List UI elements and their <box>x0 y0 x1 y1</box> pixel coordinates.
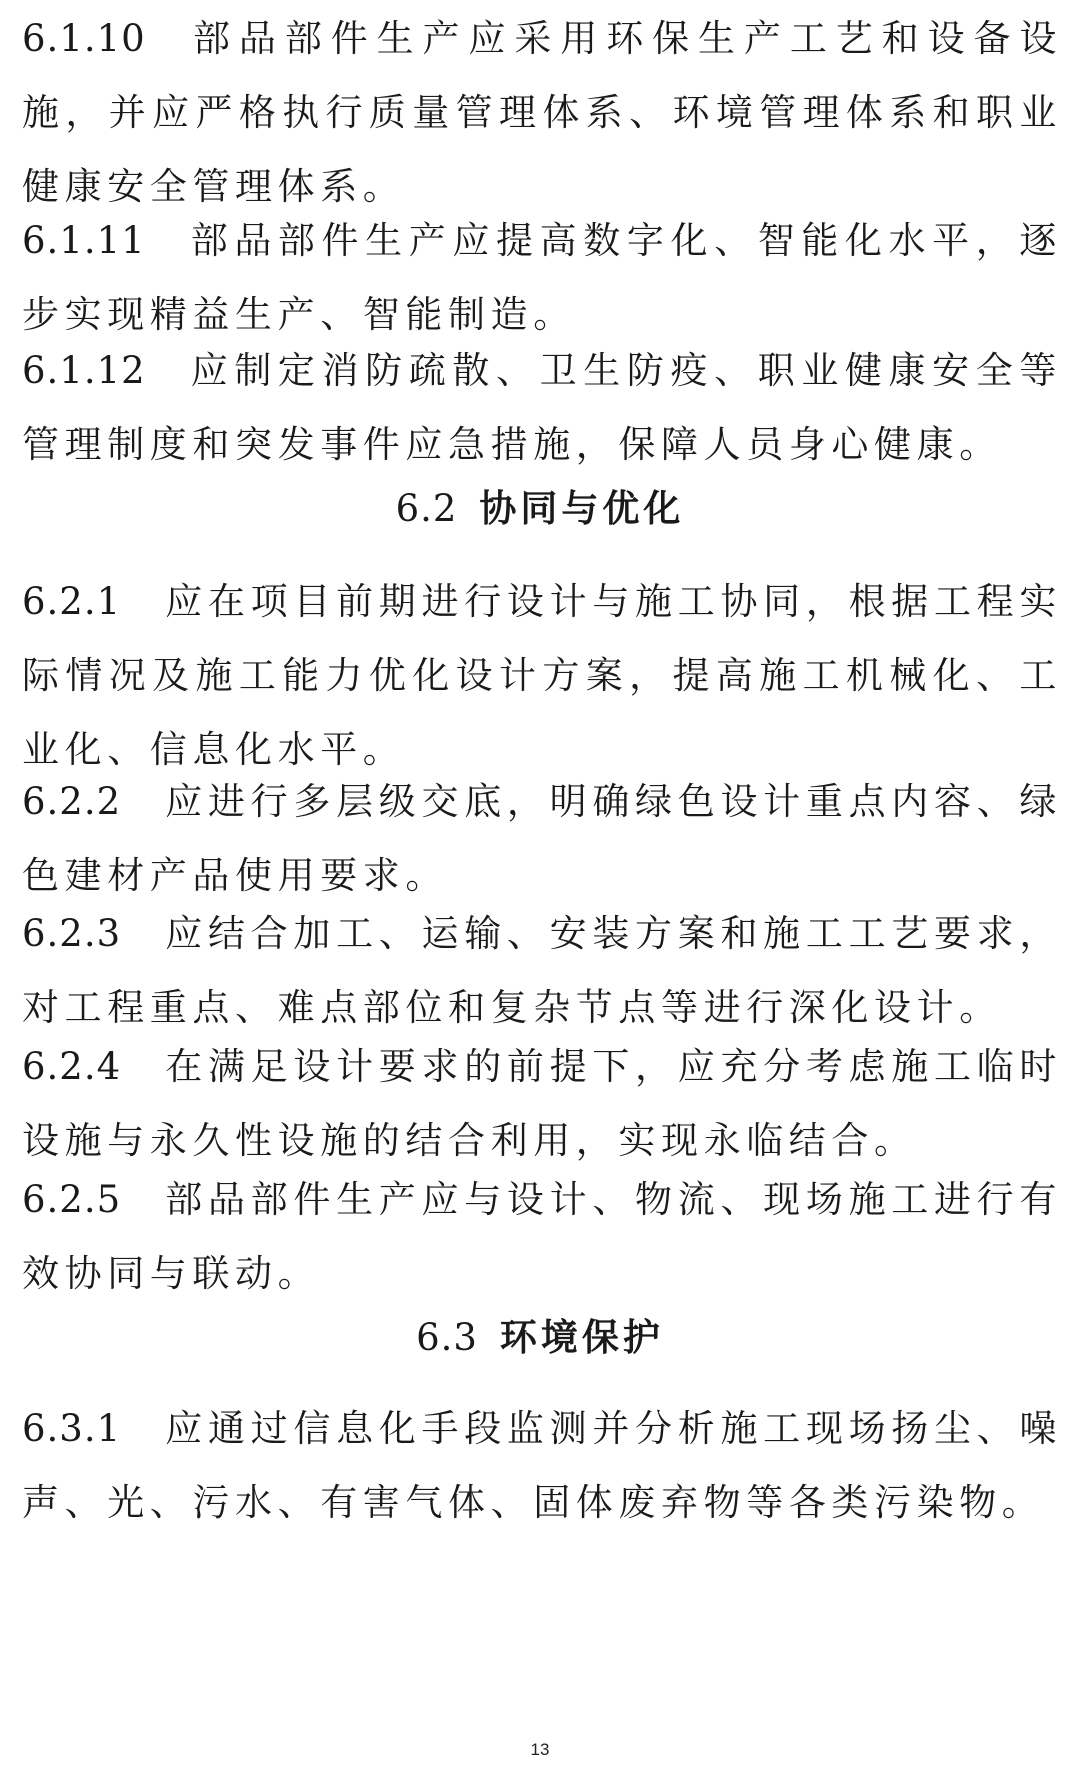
clause-number: 6.1.10 <box>22 17 146 60</box>
clause-text: 应结合加工、运输、安装方案和施工工艺要求，对工程重点、难点部位和复杂节点等进行深化设计。 <box>22 912 1062 1029</box>
section-number: 6.2 <box>395 487 458 530</box>
section-heading-6-2 <box>0 478 1080 539</box>
clause-number: 6.2.4 <box>22 1045 122 1088</box>
clause-text: 部品部件生产应提高数字化、智能化水平，逐步实现精益生产、智能制造。 <box>22 219 1062 336</box>
clause-text: 在满足设计要求的前提下，应充分考虑施工临时设施与永久性设施的结合利用，实现永临结合。 <box>22 1045 1062 1162</box>
clause-6-1-11 <box>22 204 1062 352</box>
clause-number: 6.1.11 <box>22 219 146 262</box>
clause-6-1-10 <box>22 2 1062 224</box>
clause-number: 6.3.1 <box>22 1407 122 1450</box>
clause-text: 应进行多层级交底，明确绿色设计重点内容、绿色建材产品使用要求。 <box>22 780 1062 897</box>
clause-text: 部品部件生产应与设计、物流、现场施工进行有效协同与联动。 <box>22 1178 1062 1295</box>
section-title: 环境保护 <box>499 1315 664 1359</box>
clause-number: 6.1.12 <box>22 349 146 392</box>
section-heading-6-3 <box>0 1307 1080 1368</box>
clause-number: 6.2.1 <box>22 580 122 623</box>
clause-6-3-1 <box>22 1392 1062 1540</box>
clause-6-2-2 <box>22 765 1062 913</box>
clause-6-2-3 <box>22 897 1062 1045</box>
clause-6-2-1 <box>22 565 1062 787</box>
section-number: 6.3 <box>416 1316 478 1359</box>
clause-number: 6.2.5 <box>22 1178 122 1221</box>
clause-6-1-12 <box>22 334 1062 482</box>
clause-number: 6.2.2 <box>22 780 122 823</box>
clause-6-2-4 <box>22 1030 1062 1178</box>
clause-number: 6.2.3 <box>22 912 122 955</box>
page-number: 13 <box>530 1740 550 1759</box>
clause-6-2-5 <box>22 1163 1062 1311</box>
clause-text: 应制定消防疏散、卫生防疫、职业健康安全等管理制度和突发事件应急措施，保障人员身心健康。 <box>22 349 1062 466</box>
clause-text: 应在项目前期进行设计与施工协同，根据工程实际情况及施工能力优化设计方案，提高施工机械化、工业化、信息化水平。 <box>22 580 1062 771</box>
clause-text: 部品部件生产应采用环保生产工艺和设备设施，并应严格执行质量管理体系、环境管理体系和职业健康安全管理体系。 <box>22 17 1062 208</box>
section-title: 协同与优化 <box>479 486 685 530</box>
clause-text: 应通过信息化手段监测并分析施工现场扬尘、噪声、光、污水、有害气体、固体废弃物等各类污染物。 <box>22 1407 1062 1524</box>
